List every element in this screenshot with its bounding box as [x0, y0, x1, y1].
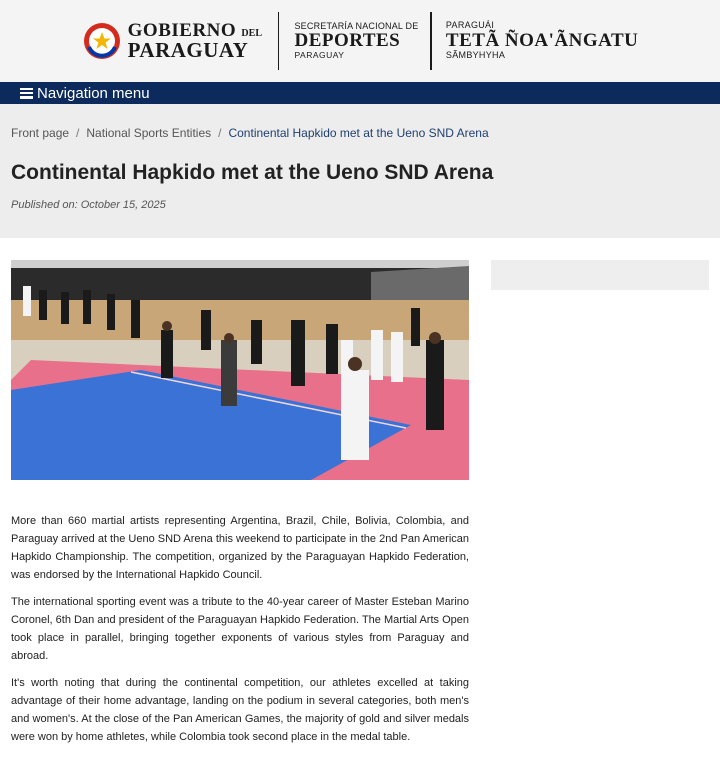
navigation-menu-button[interactable]: [0, 82, 720, 104]
published-date-value: October 15, 2025: [80, 199, 166, 211]
sidebar-widget: [491, 260, 709, 290]
article-paragraph: More than 660 martial artists representing Argentina, Brazil, Chile, Bolivia, Colombia, and Paraguay arrived at the Ueno SND Arena this weekend to participate in the 2nd Pan American Hapkido Championship. The competition, organized by the Paraguayan Hapkido Federation, was endorsed by the International Hapkido Council.: [11, 515, 469, 581]
guarani-bottom-text: SÃMBYHYHA: [445, 50, 506, 61]
guarani-top-text: PARAGUÁI: [445, 19, 495, 30]
breadcrumb: [11, 126, 709, 140]
paraguay-seal-icon: [82, 21, 122, 61]
hamburger-icon: [20, 88, 33, 99]
gobierno-del: DEL: [241, 28, 262, 39]
published-label: Published on:: [11, 199, 78, 211]
hapkido-event-photo: [11, 260, 469, 480]
article-paragraph: It's worth noting that during the continental competition, our athletes excelled at taking advantage of their home advantage, landing on the podium in several categories, both men's and women's. At the close of the Pan American Games, the majority of gold and silver medals were won by home athletes, while Colombia took second place in the medal table.: [11, 677, 469, 743]
article-body: [11, 512, 469, 746]
guarani-main-text: TETÃ ÑOA'ÃNGATU: [445, 29, 639, 51]
published-date: [11, 199, 709, 211]
site-header: [0, 0, 720, 82]
navigation-menu-label: Navigation menu: [37, 84, 150, 102]
snd-logo[interactable]: [279, 22, 430, 60]
snd-top-text: SECRETARÍA NACIONAL DE: [294, 20, 419, 31]
guarani-logo[interactable]: [432, 21, 638, 62]
gobierno-line1: GOBIERNO: [127, 20, 237, 41]
article-paragraph: The international sporting event was a tribute to the 40-year career of Master Esteban Marino Coronel, 6th Dan and president of the Paraguayan Hapkido Federation. The Martial Arts Open took place in parallel, bringing together exponents of various styles from Paraguay and abroad.: [11, 596, 469, 662]
article-photo[interactable]: [11, 260, 469, 480]
gobierno-wordmark: [128, 21, 262, 61]
breadcrumb-front-page[interactable]: Front page: [11, 126, 70, 140]
breadcrumb-separator: /: [218, 126, 222, 140]
header-logos[interactable]: [82, 11, 639, 71]
page-header: [0, 104, 720, 238]
main-content: [0, 238, 720, 746]
page-title: Continental Hapkido met at the Ueno SND Arena: [11, 161, 494, 184]
gobierno-logo[interactable]: [82, 21, 278, 61]
breadcrumb-current: Continental Hapkido met at the Ueno SND Arena: [228, 126, 489, 140]
snd-main-text: DEPORTES: [294, 30, 401, 52]
snd-bottom-text: PARAGUAY: [294, 50, 345, 61]
gobierno-line2: PARAGUAY: [127, 38, 249, 62]
breadcrumb-separator: /: [76, 126, 80, 140]
breadcrumb-national-sports-entities[interactable]: National Sports Entities: [86, 126, 212, 140]
